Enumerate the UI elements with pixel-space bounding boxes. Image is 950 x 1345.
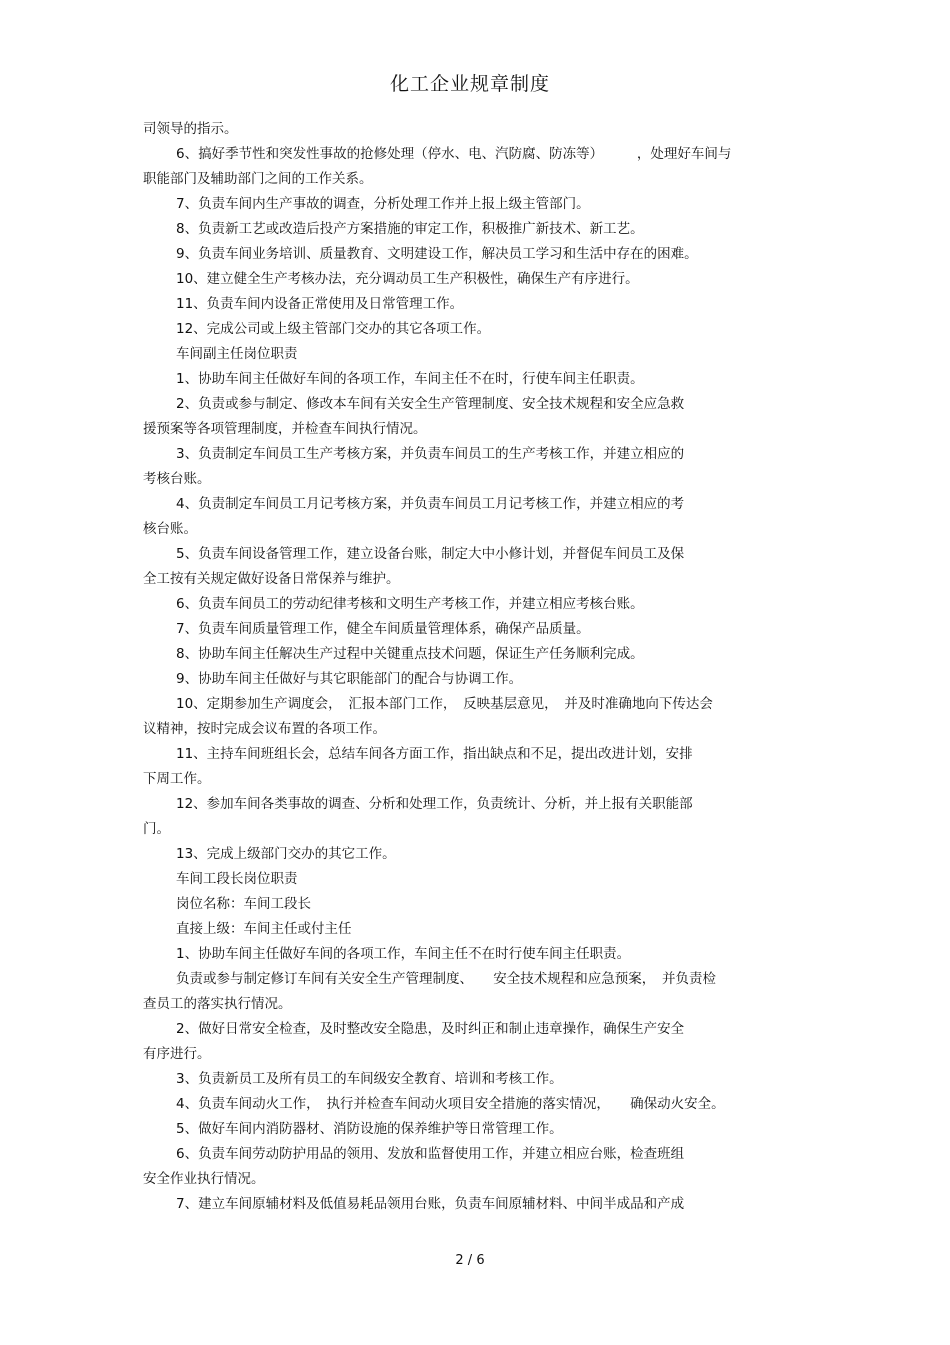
paragraph-line: 11、负责车间内设备正常使用及日常管理工作。 [176, 296, 464, 312]
paragraph-line: 岗位名称：车间工段长 [176, 896, 311, 912]
paragraph-line: 7、建立车间原辅材料及低值易耗品领用台账，负责车间原辅材料、中间半成品和产成 [176, 1196, 685, 1212]
paragraph-line: 7、负责车间内生产事故的调查，分析处理工作并上报上级主管部门。 [176, 196, 590, 212]
paragraph-line: 3、负责制定车间员工生产考核方案，并负责车间员工的生产考核工作，并建立相应的 [176, 446, 685, 462]
paragraph-line: 考核台账。 [143, 471, 211, 487]
paragraph-line: 13、完成上级部门交办的其它工作。 [176, 846, 396, 862]
paragraph-line: 8、协助车间主任解决生产过程中关键重点技术问题，保证生产任务顺利完成。 [176, 646, 644, 662]
paragraph-line: 8、负责新工艺或改造后投产方案措施的审定工作，积极推广新技术、新工艺。 [176, 221, 644, 237]
paragraph-line: 6、搞好季节性和突发性事故的抢修处理（停水、电、汽防腐、防冻等） ，处理好车间与 [176, 146, 732, 162]
paragraph-line: 核台账。 [143, 521, 197, 537]
paragraph-line: 查员工的落实执行情况。 [143, 996, 292, 1012]
paragraph-line: 直接上级：车间主任或付主任 [176, 921, 352, 937]
paragraph-line: 5、做好车间内消防器材、消防设施的保养维护等日常管理工作。 [176, 1121, 563, 1137]
paragraph-line: 全工按有关规定做好设备日常保养与维护。 [143, 571, 400, 587]
paragraph-line: 安全作业执行情况。 [143, 1171, 265, 1187]
paragraph-line: 5、负责车间设备管理工作，建立设备台账，制定大中小修计划，并督促车间员工及保 [176, 546, 685, 562]
paragraph-line: 7、负责车间质量管理工作，健全车间质量管理体系，确保产品质量。 [176, 621, 590, 637]
paragraph-line: 12、参加车间各类事故的调查、分析和处理工作，负责统计、分析，并上报有关职能部 [176, 796, 693, 812]
paragraph-line: 6、负责车间员工的劳动纪律考核和文明生产考核工作，并建立相应考核台账。 [176, 596, 644, 612]
paragraph-line: 4、负责车间动火工作， 执行并检查车间动火项目安全措施的落实情况， 确保动火安全。 [176, 1096, 725, 1112]
paragraph-line: 车间副主任岗位职责 [176, 346, 298, 362]
paragraph-line: 9、协助车间主任做好与其它职能部门的配合与协调工作。 [176, 671, 523, 687]
paragraph-line: 下周工作。 [143, 771, 211, 787]
document-body [143, 117, 808, 1217]
paragraph-line: 援预案等各项管理制度，并检查车间执行情况。 [143, 421, 427, 437]
paragraph-line: 2、做好日常安全检查，及时整改安全隐患，及时纠正和制止违章操作，确保生产安全 [176, 1021, 685, 1037]
paragraph-line: 车间工段长岗位职责 [176, 871, 298, 887]
paragraph-line: 12、完成公司或上级主管部门交办的其它各项工作。 [176, 321, 491, 337]
paragraph-line: 1、协助车间主任做好车间的各项工作，车间主任不在时，行使车间主任职责。 [176, 371, 644, 387]
paragraph-line: 司领导的指示。 [143, 121, 238, 137]
paragraph-line: 10、建立健全生产考核办法，充分调动员工生产积极性，确保生产有序进行。 [176, 271, 639, 287]
document-title: 化工企业规章制度 [389, 73, 550, 95]
paragraph-line: 负责或参与制定修订车间有关安全生产管理制度、 安全技术规程和应急预案， 并负责检 [176, 971, 716, 987]
paragraph-line: 议精神，按时完成会议布置的各项工作。 [143, 721, 386, 737]
paragraph-line: 11、主持车间班组长会，总结车间各方面工作，指出缺点和不足，提出改进计划，安排 [176, 746, 693, 762]
paragraph-line: 1、协助车间主任做好车间的各项工作，车间主任不在时行使车间主任职责。 [176, 946, 631, 962]
paragraph-line: 门。 [143, 821, 170, 837]
paragraph-line: 职能部门及辅助部门之间的工作关系。 [143, 171, 373, 187]
paragraph-line: 3、负责新员工及所有员工的车间级安全教育、培训和考核工作。 [176, 1071, 563, 1087]
paragraph-line: 有序进行。 [143, 1046, 211, 1062]
paragraph-line: 9、负责车间业务培训、质量教育、文明建设工作，解决员工学习和生活中存在的困难。 [176, 246, 698, 262]
paragraph-line: 10、定期参加生产调度会， 汇报本部门工作， 反映基层意见， 并及时准确地向下传达会 [176, 696, 713, 712]
paragraph-line: 6、负责车间劳动防护用品的领用、发放和监督使用工作，并建立相应台账，检查班组 [176, 1146, 685, 1162]
paragraph-line: 4、负责制定车间员工月记考核方案，并负责车间员工月记考核工作，并建立相应的考 [176, 496, 685, 512]
paragraph-line: 2、负责或参与制定、修改本车间有关安全生产管理制度、安全技术规程和安全应急救 [176, 396, 685, 412]
page-number: 2 / 6 [455, 1253, 485, 1268]
